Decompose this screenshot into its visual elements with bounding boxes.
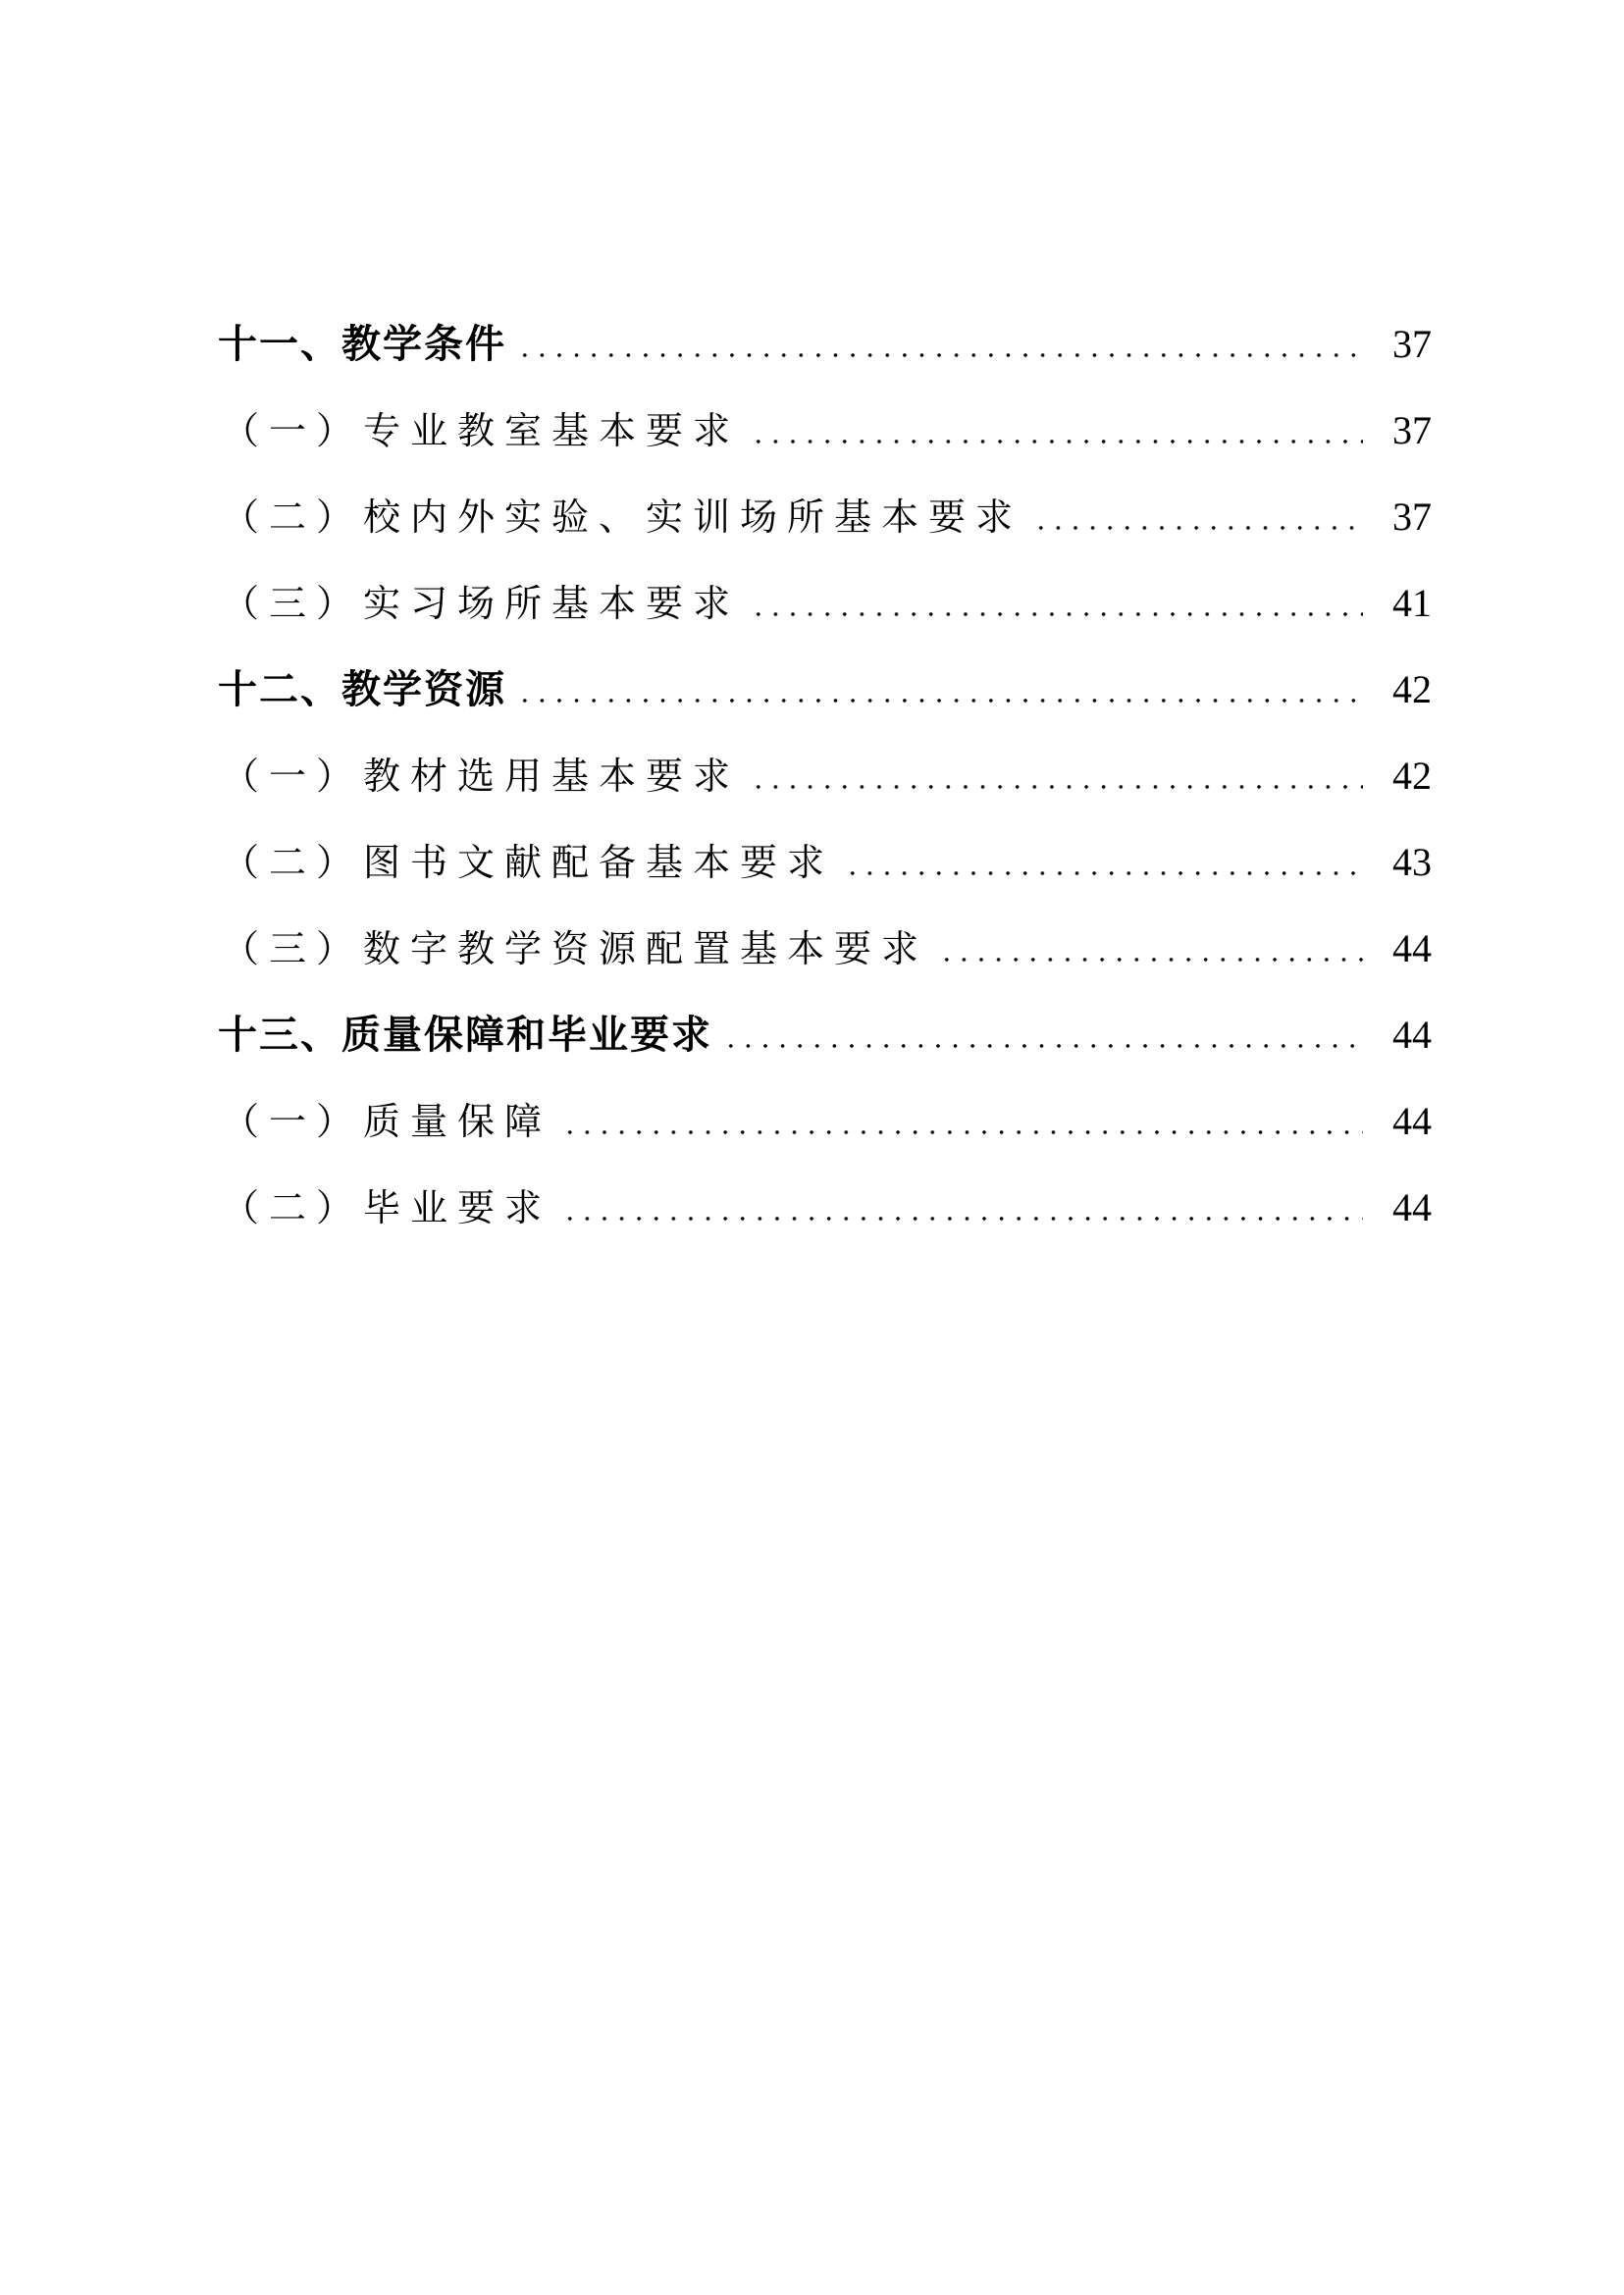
toc-entry-title: （一）教材选用基本要求 bbox=[222, 755, 741, 798]
toc-entry-page: 37 bbox=[1392, 495, 1432, 539]
dot-leader bbox=[938, 957, 1363, 963]
dot-leader bbox=[722, 1043, 1363, 1049]
toc-entry-page: 44 bbox=[1392, 1099, 1432, 1143]
toc-entry-title: （一）质量保障 bbox=[222, 1100, 552, 1143]
toc-entry-title: （三）实习场所基本要求 bbox=[222, 582, 741, 625]
toc-entry[interactable] bbox=[218, 1059, 1432, 1145]
toc-entry-title: 十二、教学资源 bbox=[218, 667, 506, 712]
toc-entry[interactable] bbox=[218, 800, 1432, 886]
toc-entry-title: （二）校内外实验、实训场所基本要求 bbox=[222, 496, 1023, 539]
table-of-contents bbox=[218, 282, 1432, 1231]
toc-entry-page: 37 bbox=[1392, 408, 1432, 452]
toc-entry-page: 42 bbox=[1392, 667, 1432, 711]
toc-entry-title: 十三、质量保障和毕业要求 bbox=[218, 1013, 712, 1058]
toc-entry-title: （二）图书文献配备基本要求 bbox=[222, 841, 835, 884]
dot-leader bbox=[750, 439, 1363, 444]
toc-entry[interactable] bbox=[218, 1145, 1432, 1231]
dot-leader bbox=[1032, 525, 1363, 531]
toc-entry[interactable] bbox=[218, 282, 1432, 368]
toc-entry-title: （二）毕业要求 bbox=[222, 1186, 552, 1229]
dot-leader bbox=[516, 698, 1363, 704]
dot-leader bbox=[844, 870, 1363, 876]
toc-entry-page: 44 bbox=[1392, 1185, 1432, 1229]
toc-entry-title: （三）数字教学资源配置基本要求 bbox=[222, 927, 929, 970]
toc-entry[interactable] bbox=[218, 454, 1432, 541]
toc-entry-title: （一）专业教室基本要求 bbox=[222, 409, 741, 452]
toc-entry[interactable] bbox=[218, 627, 1432, 713]
toc-entry-page: 41 bbox=[1392, 581, 1432, 625]
dot-leader bbox=[561, 1216, 1363, 1222]
dot-leader bbox=[561, 1129, 1363, 1135]
toc-entry-title: 十一、教学条件 bbox=[218, 322, 506, 367]
toc-entry[interactable] bbox=[218, 972, 1432, 1059]
toc-entry[interactable] bbox=[218, 713, 1432, 800]
toc-entry-page: 43 bbox=[1392, 840, 1432, 884]
dot-leader bbox=[516, 352, 1363, 358]
toc-entry-page: 44 bbox=[1392, 926, 1432, 970]
dot-leader bbox=[750, 611, 1363, 617]
dot-leader bbox=[750, 784, 1363, 790]
toc-entry-page: 42 bbox=[1392, 754, 1432, 798]
toc-entry-page: 37 bbox=[1392, 322, 1432, 366]
toc-entry[interactable] bbox=[218, 541, 1432, 627]
toc-entry-page: 44 bbox=[1392, 1013, 1432, 1057]
toc-entry[interactable] bbox=[218, 368, 1432, 454]
toc-entry[interactable] bbox=[218, 886, 1432, 972]
